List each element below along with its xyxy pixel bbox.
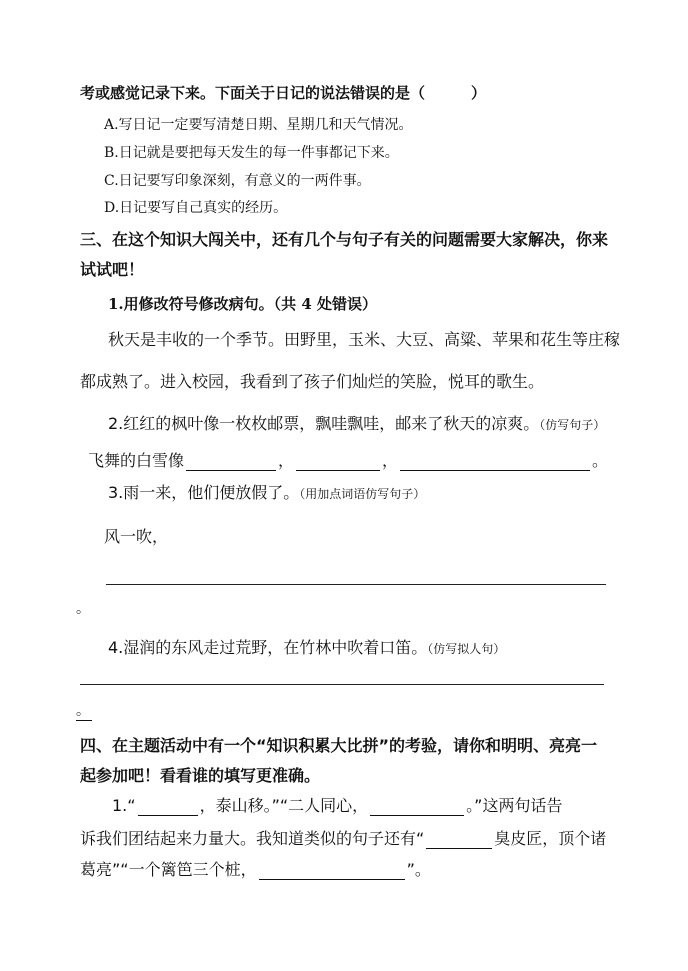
s4-q1-line3	[80, 857, 431, 880]
s3-q2-sep2: ，	[382, 451, 399, 470]
s3-q3-end: 。	[76, 601, 90, 617]
section3-heading-line2: 试试吧！	[80, 260, 145, 279]
s3-q4-answer-line[interactable]	[80, 684, 604, 685]
s4-q1-p1c: 。”这两句话告	[466, 796, 563, 815]
s3-q2-sep1: ，	[278, 451, 295, 470]
s3-q4-sentence: 4.湿润的东风走过荒野，在竹林中吹着口笛。	[108, 638, 428, 657]
s3-q3-text	[108, 480, 425, 503]
s4-q1-line1	[112, 793, 562, 816]
s3-q4-hint: （仿写拟人句）	[427, 642, 506, 656]
s4-q1-p3b: ”。	[406, 860, 431, 879]
s4-q1-p3a: 葛亮”“一个篱笆三个桩，	[80, 860, 257, 879]
s4-q1-blank2[interactable]	[370, 800, 464, 816]
option-b: B.日记就是要把每天发生的每一件事都记下来。	[104, 145, 399, 161]
s3-q3-hint: （用加点词语仿写句子）	[299, 487, 426, 501]
s3-q2-blank3[interactable]	[400, 455, 590, 471]
s3-q2-sentence: 2.红红的枫叶像一枚枚邮票，飘哇飘哇，邮来了秋天的凉爽。	[108, 414, 540, 433]
s3-q2-blank1[interactable]	[186, 455, 276, 471]
s4-q1-blank3[interactable]	[426, 833, 492, 849]
s4-q1-p1b: ，泰山移。”“二人同心，	[199, 796, 369, 815]
s4-q1-line2	[80, 826, 606, 849]
s3-q2-text	[108, 411, 605, 434]
diary-question-close: ）	[471, 84, 487, 102]
s3-q4-end: 。	[76, 700, 92, 721]
section3-heading-line1: 三、在这个知识大闯关中，还有几个与句子有关的问题需要大家解决，你来	[80, 230, 609, 249]
s4-q1-p2b: 臭皮匠，顶个诸	[494, 829, 607, 848]
section4-heading-line1: 四、在主题活动中有一个“知识积累大比拼”的考验，请你和明明、亮亮一	[80, 736, 598, 755]
section4-heading-line2: 起参加吧！看看谁的填写更准确。	[80, 766, 321, 785]
s4-q1-p1a: 1.“	[112, 796, 136, 815]
s3-q1-title: 1.用修改符号修改病句。（共 4 处错误）	[108, 295, 378, 313]
s4-q1-p2a: 诉我们团结起来力量大。我知道类似的句子还有“	[80, 829, 425, 848]
s3-q3-start: 风一吹，	[104, 527, 169, 546]
option-d: D.日记要写自己真实的经历。	[104, 200, 288, 216]
s3-q1-line1: 秋天是丰收的一个季节。田野里，玉米、大豆、高粱、苹果和花生等庄稼	[108, 330, 621, 349]
s3-q2-fill-line	[88, 448, 608, 471]
option-c: C.日记要写印象深刻，有意义的一两件事。	[104, 173, 371, 189]
s3-q2-hint: （仿写句子）	[539, 418, 606, 432]
s4-q1-blank1[interactable]	[138, 800, 198, 816]
s3-q2-blank2[interactable]	[296, 455, 380, 471]
diary-question-text: 考或感觉记录下来。下面关于日记的说法错误的是（	[80, 84, 426, 102]
s3-q4-text	[108, 635, 505, 658]
s3-q3-answer-line[interactable]	[106, 584, 606, 585]
s3-q1-line2: 都成熟了。进入校园，我看到了孩子们灿烂的笑脸，悦耳的歌生。	[80, 372, 545, 391]
s4-q1-blank4[interactable]	[259, 864, 405, 880]
s3-q3-sentence: 3.雨一来，他们便放假了。	[108, 483, 300, 502]
s3-q2-prefix: 飞舞的白雪像	[88, 451, 185, 470]
diary-question-stem	[80, 82, 486, 103]
option-a: A.写日记一定要写清楚日期、星期几和天气情况。	[104, 117, 413, 133]
s3-q2-end: 。	[592, 451, 609, 470]
